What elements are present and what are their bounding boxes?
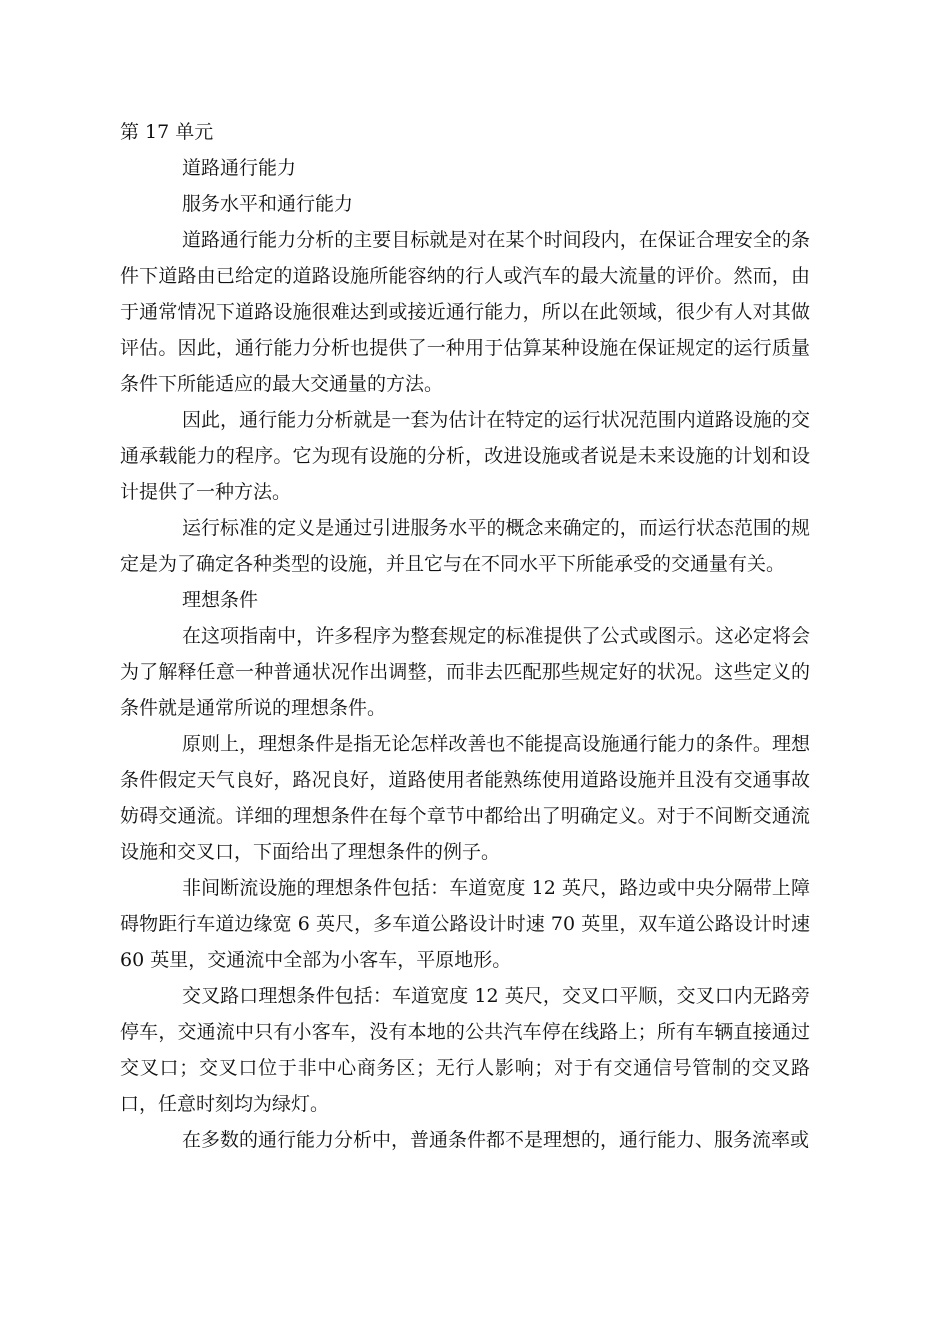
paragraph: 运行标准的定义是通过引进服务水平的概念来确定的，而运行状态范围的规定是为了确定各种类型的设施，并且它与在不同水平下所能承受的交通量有关。 [120,517,810,575]
paragraph: 原则上，理想条件是指无论怎样改善也不能提高设施通行能力的条件。理想条件假定天气良好，路况良好，道路使用者能熟练使用道路设施并且没有交通事故妨碍交通流。详细的理想条件在每个章节中都给出了明确定义。对于不间断交通流设施和交叉口，下面给出了理想条件的例子。 [120,733,810,863]
paragraph: 在多数的通行能力分析中，普通条件都不是理想的，通行能力、服务流率或 [182,1129,810,1151]
ideal-conditions-heading: 理想条件 [182,589,259,611]
chapter-heading: 道路通行能力 [182,157,297,179]
paragraph: 非间断流设施的理想条件包括：车道宽度 12 英尺，路边或中央分隔带上障碍物距行车道边缘宽 6 英尺，多车道公路设计时速 70 英里，双车道公路设计时速 60 英里，交通流中全部为小客车，平原地形。 [120,877,810,971]
section-heading: 服务水平和通行能力 [182,193,354,215]
paragraph: 交叉路口理想条件包括：车道宽度 12 英尺，交叉口平顺，交叉口内无路旁停车，交通流中只有小客车，没有本地的公共汽车停在线路上；所有车辆直接通过交叉口；交叉口位于非中心商务区；无行人影响；对于有交通信号管制的交叉路口，任意时刻均为绿灯。 [120,985,810,1115]
paragraph: 道路通行能力分析的主要目标就是对在某个时间段内，在保证合理安全的条件下道路由已给定的道路设施所能容纳的行人或汽车的最大流量的评价。然而，由于通常情况下道路设施很难达到或接近通行能力，所以在此领域，很少有人对其做评估。因此，通行能力分析也提供了一种用于估算某种设施在保证规定的运行质量条件下所能适应的最大交通量的方法。 [120,229,810,395]
document-body [120,114,810,1158]
paragraph: 因此，通行能力分析就是一套为估计在特定的运行状况范围内道路设施的交通承载能力的程序。它为现有设施的分析，改进设施或者说是未来设施的计划和设计提供了一种方法。 [120,409,810,503]
unit-title: 第 17 单元 [120,121,214,143]
paragraph: 在这项指南中，许多程序为整套规定的标准提供了公式或图示。这必定将会为了解释任意一种普通状况作出调整，而非去匹配那些规定好的状况。这些定义的条件就是通常所说的理想条件。 [120,625,810,719]
